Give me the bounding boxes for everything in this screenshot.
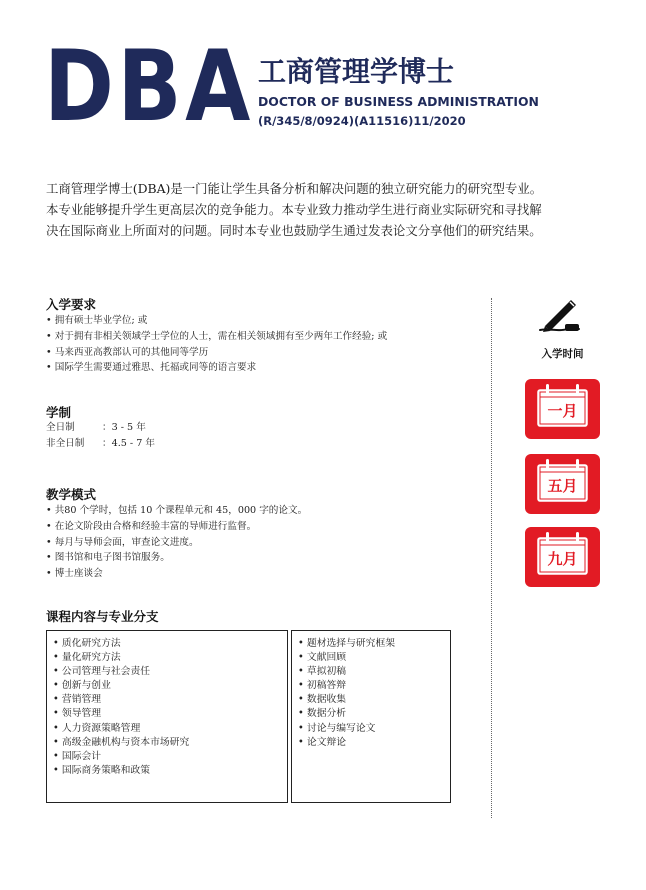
list-item: • 文献回顾 <box>298 651 450 665</box>
intro-line: 决在国际商业上所面对的问题。同时本专业也鼓励学生通过发表论文分享他们的研究结果。 <box>46 223 542 238</box>
duration-separator: ： <box>102 422 112 433</box>
list-item: • 论文辩论 <box>298 736 450 750</box>
list-item: • 国际会计 <box>53 750 287 764</box>
list-item: • 讨论与编写论文 <box>298 722 450 736</box>
intake-calendar-may <box>525 454 600 514</box>
duration-row <box>46 436 155 452</box>
duration-label: 非全日制 <box>46 437 85 449</box>
section-title-duration: 学制 <box>46 405 72 420</box>
accreditation-code: (R/345/8/0924)(A11516)11/2020 <box>258 114 466 128</box>
list-item: • 马来西亚高教部认可的其他同等学历 <box>46 345 387 361</box>
list-item: • 数据收集 <box>298 693 450 707</box>
intro-paragraph <box>46 178 606 241</box>
duration-value: 3 - 5 年 <box>111 422 146 433</box>
list-item: • 博士座谈会 <box>46 566 307 582</box>
list-item: • 质化研究方法 <box>53 637 287 651</box>
intro-line: 工商管理学博士(DBA)是一门能让学生具备分析和解决问题的独立研究能力的研究型专业。 <box>46 181 543 196</box>
intake-title: 入学时间 <box>541 348 584 360</box>
teaching-list <box>46 503 307 582</box>
list-item: • 领导管理 <box>53 707 287 721</box>
list-item: • 国际学生需要通过雅思、托福或同等的语言要求 <box>46 360 387 376</box>
sidebar-divider <box>491 298 492 818</box>
course-box-modules <box>46 630 288 803</box>
duration-separator: ： <box>102 437 112 449</box>
logo-dba: DBA <box>44 30 254 144</box>
list-item: • 高级金融机构与资本市场研究 <box>53 736 287 750</box>
duration-label: 全日制 <box>46 422 75 433</box>
duration-value: 4.5 - 7 年 <box>111 437 155 449</box>
intake-calendar-january <box>525 379 600 439</box>
duration-row <box>46 420 155 436</box>
list-item: • 数据分析 <box>298 707 450 721</box>
list-item: • 在论文阶段由合格和经验丰富的导师进行监督。 <box>46 519 307 535</box>
section-title-courses: 课程内容与专业分支 <box>46 609 159 624</box>
section-title-requirements: 入学要求 <box>46 297 97 312</box>
list-item: • 题材选择与研究框架 <box>298 637 450 651</box>
intake-month: 五月 <box>547 477 578 495</box>
thesis-stages-list <box>298 637 450 750</box>
course-box-thesis <box>291 630 451 803</box>
intro-line: 本专业能够提升学生更高层次的竞争能力。本专业致力推动学生进行商业实际研究和寻找解 <box>46 202 542 217</box>
list-item: • 拥有硕士毕业学位; 或 <box>46 313 387 329</box>
list-item: • 图书馆和电子图书馆服务。 <box>46 550 307 566</box>
title-english: DOCTOR OF BUSINESS ADMINISTRATION <box>258 94 539 109</box>
list-item: • 对于拥有非相关领域学士学位的人士，需在相关领域拥有至少两年工作经验; 或 <box>46 329 387 345</box>
pen-writing-icon <box>537 296 583 336</box>
list-item: • 每月与导师会面，审查论文进度。 <box>46 535 307 551</box>
list-item: • 量化研究方法 <box>53 651 287 665</box>
list-item: • 草拟初稿 <box>298 665 450 679</box>
section-title-teaching: 教学模式 <box>46 487 97 502</box>
list-item: • 营销管理 <box>53 693 287 707</box>
title-chinese: 工商管理学博士 <box>258 55 455 88</box>
list-item: • 共80 个学时，包括 10 个课程单元和 45，000 字的论文。 <box>46 503 307 519</box>
list-item: • 创新与创业 <box>53 679 287 693</box>
course-modules-list <box>53 637 287 778</box>
list-item: • 公司管理与社会责任 <box>53 665 287 679</box>
requirements-list <box>46 313 387 376</box>
list-item: • 国际商务策略和政策 <box>53 764 287 778</box>
intake-month: 九月 <box>547 550 578 568</box>
intake-calendar-september <box>525 527 600 587</box>
list-item: • 初稿答辩 <box>298 679 450 693</box>
duration-table <box>46 420 155 452</box>
intake-month: 一月 <box>547 402 578 420</box>
list-item: • 人力资源策略管理 <box>53 722 287 736</box>
